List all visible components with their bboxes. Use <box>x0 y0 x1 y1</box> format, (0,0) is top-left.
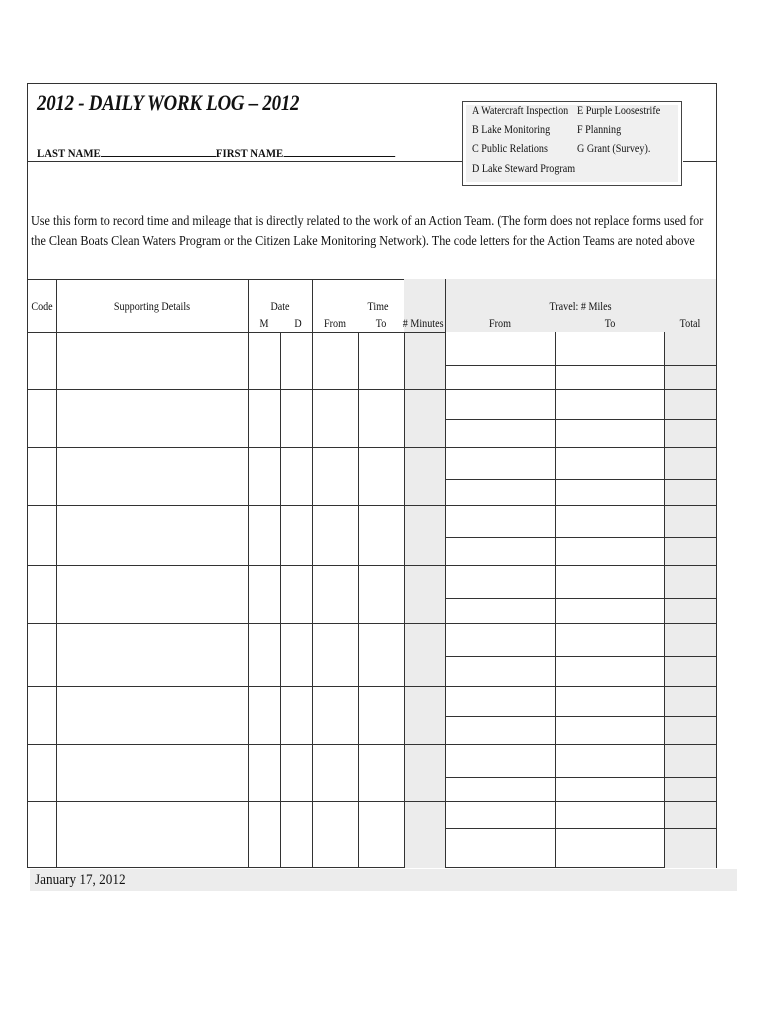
name-line <box>37 145 395 161</box>
details-cell[interactable] <box>57 333 248 389</box>
date-d-cell[interactable] <box>281 745 312 801</box>
travel-from-cell[interactable] <box>446 802 555 828</box>
header-code: Code <box>31 301 53 313</box>
code-cell[interactable] <box>29 745 56 801</box>
time-to-cell[interactable] <box>359 566 404 623</box>
action-team-code-legend <box>462 101 682 186</box>
footer-date: January 17, 2012 <box>35 872 126 888</box>
minutes-cell[interactable] <box>405 802 445 868</box>
date-m-cell[interactable] <box>249 566 280 623</box>
code-c: C Public Relations <box>472 143 548 155</box>
travel-to-cell[interactable] <box>556 687 664 716</box>
travel-total-cell[interactable] <box>665 687 716 716</box>
minutes-cell[interactable] <box>405 566 445 623</box>
time-from-cell[interactable] <box>313 506 358 565</box>
time-to-cell[interactable] <box>359 745 404 801</box>
travel-to-cell[interactable] <box>556 480 664 505</box>
travel-to-cell[interactable] <box>556 745 664 777</box>
time-from-cell[interactable] <box>313 745 358 801</box>
travel-total-cell[interactable] <box>665 538 716 565</box>
travel-to-cell[interactable] <box>556 566 664 598</box>
travel-to-cell[interactable] <box>556 420 664 447</box>
travel-to-cell[interactable] <box>556 717 664 744</box>
col-divider-right <box>716 279 717 868</box>
travel-total-cell[interactable] <box>665 480 716 505</box>
code-d: D Lake Steward Program <box>472 163 576 175</box>
details-cell[interactable] <box>57 390 248 447</box>
date-m-cell[interactable] <box>249 448 280 505</box>
travel-total-cell[interactable] <box>665 566 716 598</box>
header-travel-miles: Travel: # Miles <box>549 301 612 313</box>
travel-total-cell[interactable] <box>665 333 716 365</box>
time-from-cell[interactable] <box>313 624 358 686</box>
date-m-cell[interactable] <box>249 506 280 565</box>
travel-from-cell[interactable] <box>446 366 555 389</box>
travel-total-cell[interactable] <box>665 624 716 656</box>
time-to-cell[interactable] <box>359 448 404 505</box>
details-cell[interactable] <box>57 687 248 744</box>
minutes-cell[interactable] <box>405 624 445 686</box>
details-cell[interactable] <box>57 745 248 801</box>
minutes-cell[interactable] <box>405 687 445 744</box>
time-to-cell[interactable] <box>359 333 404 389</box>
minutes-cell[interactable] <box>405 745 445 801</box>
first-name-label: FIRST NAME <box>215 146 284 160</box>
date-d-cell[interactable] <box>281 333 312 389</box>
code-a: A Watercraft Inspection <box>472 105 569 117</box>
last-name-field[interactable] <box>101 145 216 157</box>
header-date-d: D <box>294 318 302 330</box>
travel-from-cell[interactable] <box>446 745 555 777</box>
travel-from-cell[interactable] <box>446 538 555 565</box>
travel-from-cell[interactable] <box>446 480 555 505</box>
date-m-cell[interactable] <box>249 390 280 447</box>
code-cell[interactable] <box>29 506 56 565</box>
header-travel-total: Total <box>679 318 701 330</box>
time-from-cell[interactable] <box>313 802 358 868</box>
code-e: E Purple Loosestrife <box>577 105 661 117</box>
header-date-m: M <box>259 318 269 330</box>
minutes-cell[interactable] <box>405 448 445 505</box>
date-d-cell[interactable] <box>281 506 312 565</box>
travel-to-cell[interactable] <box>556 366 664 389</box>
details-cell[interactable] <box>57 448 248 505</box>
travel-total-cell[interactable] <box>665 420 716 447</box>
travel-from-cell[interactable] <box>446 687 555 716</box>
travel-to-cell[interactable] <box>556 829 664 868</box>
date-d-cell[interactable] <box>281 566 312 623</box>
travel-from-cell[interactable] <box>446 333 555 365</box>
details-cell[interactable] <box>57 624 248 686</box>
code-cell[interactable] <box>29 624 56 686</box>
travel-total-cell[interactable] <box>665 802 716 828</box>
time-from-cell[interactable] <box>313 566 358 623</box>
code-cell[interactable] <box>29 802 56 868</box>
code-g: G Grant (Survey). <box>577 143 651 155</box>
last-name-label: LAST NAME <box>37 146 101 160</box>
code-f: F Planning <box>577 124 622 136</box>
code-cell[interactable] <box>29 390 56 447</box>
details-cell[interactable] <box>57 802 248 868</box>
header-time-from: From <box>324 318 346 330</box>
travel-total-cell[interactable] <box>665 390 716 419</box>
time-from-cell[interactable] <box>313 687 358 744</box>
time-to-cell[interactable] <box>359 802 404 868</box>
travel-to-cell[interactable] <box>556 390 664 419</box>
travel-to-cell[interactable] <box>556 802 664 828</box>
travel-total-cell[interactable] <box>665 829 716 868</box>
travel-from-cell[interactable] <box>446 448 555 479</box>
travel-total-cell[interactable] <box>665 717 716 744</box>
travel-from-cell[interactable] <box>446 599 555 623</box>
date-d-cell[interactable] <box>281 448 312 505</box>
date-m-cell[interactable] <box>249 333 280 389</box>
travel-from-cell[interactable] <box>446 829 555 868</box>
minutes-cell[interactable] <box>405 506 445 565</box>
travel-to-cell[interactable] <box>556 506 664 537</box>
travel-from-cell[interactable] <box>446 566 555 598</box>
date-m-cell[interactable] <box>249 745 280 801</box>
date-m-cell[interactable] <box>249 624 280 686</box>
code-cell[interactable] <box>29 333 56 389</box>
travel-total-cell[interactable] <box>665 657 716 686</box>
header-date: Date <box>270 301 290 313</box>
travel-from-cell[interactable] <box>446 420 555 447</box>
header-time: Time <box>367 301 389 313</box>
travel-to-cell[interactable] <box>556 657 664 686</box>
travel-to-cell[interactable] <box>556 624 664 656</box>
travel-total-cell[interactable] <box>665 366 716 389</box>
date-d-cell[interactable] <box>281 687 312 744</box>
travel-from-cell[interactable] <box>446 657 555 686</box>
log-table <box>28 279 716 868</box>
time-to-cell[interactable] <box>359 624 404 686</box>
date-m-cell[interactable] <box>249 802 280 868</box>
travel-from-cell[interactable] <box>446 624 555 656</box>
code-cell[interactable] <box>29 448 56 505</box>
time-to-cell[interactable] <box>359 687 404 744</box>
travel-from-cell[interactable] <box>446 778 555 801</box>
travel-total-cell[interactable] <box>665 745 716 777</box>
details-cell[interactable] <box>57 506 248 565</box>
form-title: 2012 - DAILY WORK LOG – 2012 <box>37 90 300 115</box>
time-to-cell[interactable] <box>359 390 404 447</box>
header-minutes: # Minutes <box>402 318 444 330</box>
header-travel-from: From <box>489 318 511 330</box>
time-from-cell[interactable] <box>313 333 358 389</box>
details-cell[interactable] <box>57 566 248 623</box>
header-travel-to: To <box>604 318 616 330</box>
header-time-to: To <box>375 318 387 330</box>
time-from-cell[interactable] <box>313 448 358 505</box>
travel-to-cell[interactable] <box>556 333 664 365</box>
work-log-form <box>27 83 717 868</box>
date-d-cell[interactable] <box>281 802 312 868</box>
footer-bar <box>30 869 737 891</box>
code-cell[interactable] <box>29 687 56 744</box>
date-d-cell[interactable] <box>281 390 312 447</box>
travel-to-cell[interactable] <box>556 778 664 801</box>
travel-total-cell[interactable] <box>665 448 716 479</box>
header-supporting-details: Supporting Details <box>113 301 191 313</box>
travel-to-cell[interactable] <box>556 448 664 479</box>
time-from-cell[interactable] <box>313 390 358 447</box>
travel-from-cell[interactable] <box>446 390 555 419</box>
travel-from-cell[interactable] <box>446 506 555 537</box>
date-m-cell[interactable] <box>249 687 280 744</box>
minutes-cell[interactable] <box>405 390 445 447</box>
travel-total-cell[interactable] <box>665 778 716 801</box>
header-divider <box>28 161 462 162</box>
time-to-cell[interactable] <box>359 506 404 565</box>
minutes-cell[interactable] <box>405 333 445 389</box>
instructions-text: Use this form to record time and mileage that is directly related to the work of an Action Team. (The form does not replace forms used for the Clean Boats Clean Waters Program or the Citizen Lake Monitoring Network). The code letters for the Action Teams are noted above <box>31 214 704 249</box>
code-cell[interactable] <box>29 566 56 623</box>
date-d-cell[interactable] <box>281 624 312 686</box>
travel-total-cell[interactable] <box>665 599 716 623</box>
travel-total-cell[interactable] <box>665 506 716 537</box>
travel-to-cell[interactable] <box>556 599 664 623</box>
first-name-field[interactable] <box>283 145 395 157</box>
travel-from-cell[interactable] <box>446 717 555 744</box>
code-b: B Lake Monitoring <box>472 124 551 136</box>
header-divider-right <box>683 161 717 162</box>
travel-to-cell[interactable] <box>556 538 664 565</box>
